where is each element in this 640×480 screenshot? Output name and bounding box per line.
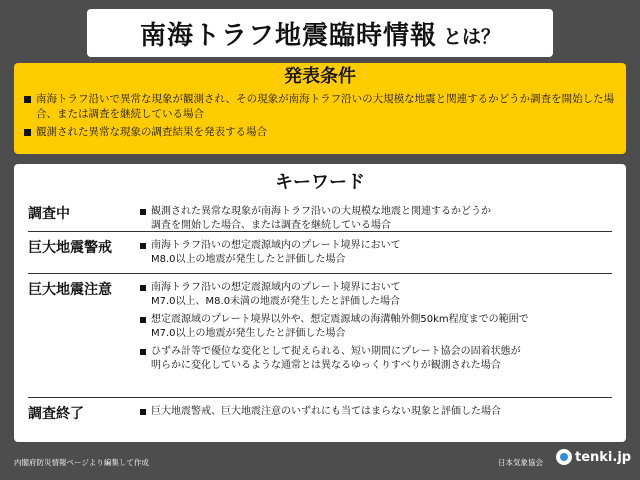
keyword-definition bbox=[140, 281, 612, 308]
keyword-definition-text: 南海トラフ沿いの想定震源域内のプレート境界において M7.0以上、M8.0未満の地震が発生したと評価した場合 bbox=[151, 282, 401, 307]
tenki-logo-text: tenki.jp bbox=[575, 449, 632, 465]
keyword-definition bbox=[140, 405, 612, 419]
page-title-suffix: とは？ bbox=[443, 25, 501, 48]
keyword-term: 調査中 bbox=[28, 206, 70, 222]
square-bullet-icon bbox=[140, 349, 146, 355]
tenki-logo-icon bbox=[556, 449, 572, 465]
keywords-heading: キーワード bbox=[275, 172, 365, 193]
keyword-definition-text: 観測された異常な現象が南海トラフ沿いの大規模な地震と関連するかどうか 調査を開始した場合、または調査を継続している場合 bbox=[151, 206, 491, 231]
keywords-panel bbox=[14, 164, 626, 442]
keyword-row bbox=[28, 232, 612, 274]
page-title: 南海トラフ地震臨時情報 bbox=[139, 20, 437, 51]
tenki-logo bbox=[556, 449, 631, 465]
keyword-definitions bbox=[140, 274, 612, 397]
square-bullet-icon bbox=[24, 96, 31, 103]
square-bullet-icon bbox=[140, 285, 146, 291]
keyword-row bbox=[28, 398, 612, 436]
title-banner bbox=[87, 9, 553, 57]
keyword-definition-text: 南海トラフ沿いの想定震源域内のプレート境界において M8.0以上の地震が発生したと評価した場合 bbox=[151, 240, 401, 265]
keyword-row bbox=[28, 198, 612, 232]
conditions-heading: 発表条件 bbox=[284, 66, 356, 87]
source-note: 内閣府防災情報ページより編集して作成 bbox=[14, 458, 149, 467]
keyword-definition-text: 巨大地震警戒、巨大地震注意のいずれにも当てはまらない現象と評価した場合 bbox=[151, 406, 501, 417]
condition-item bbox=[24, 92, 616, 122]
keyword-row bbox=[28, 274, 612, 398]
square-bullet-icon bbox=[24, 129, 31, 136]
keyword-definition bbox=[140, 239, 612, 266]
conditions-panel bbox=[14, 63, 626, 154]
keyword-definition bbox=[140, 345, 612, 372]
keyword-term: 巨大地震注意 bbox=[28, 282, 112, 298]
keyword-definitions bbox=[140, 232, 612, 273]
condition-text: 南海トラフ沿いで異常な現象が観測され、その現象が南海トラフ沿いの大規模な地震と関連するかどうか調査を開始した場合、または調査を継続している場合 bbox=[36, 93, 615, 120]
square-bullet-icon bbox=[140, 243, 146, 249]
keyword-definitions bbox=[140, 198, 612, 231]
condition-item bbox=[24, 125, 616, 140]
keywords-table bbox=[28, 198, 612, 436]
keyword-definitions bbox=[140, 398, 612, 436]
keyword-term: 調査終了 bbox=[28, 406, 84, 422]
square-bullet-icon bbox=[140, 409, 146, 415]
keyword-definition bbox=[140, 313, 612, 340]
keyword-definition bbox=[140, 205, 612, 232]
jma-credit: 日本気象協会 bbox=[498, 458, 543, 467]
square-bullet-icon bbox=[140, 317, 146, 323]
keyword-definition-text: 想定震源域のプレート境界以外や、想定震源域の海溝軸外側50km程度までの範囲で M7.0以上の地震が発生したと評価した場合 bbox=[151, 314, 529, 339]
keyword-term: 巨大地震警戒 bbox=[28, 240, 112, 256]
square-bullet-icon bbox=[140, 209, 146, 215]
keyword-definition-text: ひずみ計等で優位な変化として捉えられる、短い期間にプレート協会の固着状態が 明らかに変化しているような通常とは異なるゆっくりすべりが観測された場合 bbox=[151, 346, 521, 371]
condition-text: 観測された異常な現象の調査結果を発表する場合 bbox=[36, 126, 267, 138]
